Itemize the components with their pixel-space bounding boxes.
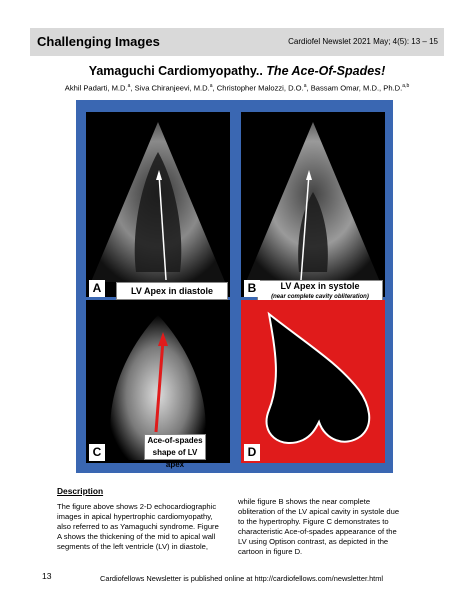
panel-c-label-line2: shape of LV apex [152,448,198,469]
caption-line: cartoon in figure D. [238,547,303,556]
page-number: 13 [42,571,52,581]
ace-of-spades-cartoon [241,300,385,463]
article-title [0,64,474,78]
caption-line: also referred to as Yamaguchi syndrome. Figure [57,522,219,531]
panel-b [241,112,385,300]
caption-column-left [57,502,232,552]
title-italic: The Ace-Of-Spades! [266,64,386,78]
panel-c-label-line1: Ace-of-spades [147,436,203,445]
author-1-affiliation: a [127,83,131,89]
caption-line: LV using Optison contrast, as depicted in the [238,537,389,546]
caption-line: A shows the thickening of the mid to apical wall [57,532,216,541]
author-4-affiliation: a,b [402,83,410,89]
author-3-affiliation: a [303,83,307,89]
footer-note: Cardiofellows Newsletter is published online at http://cardiofellows.com/newsletter.html [100,574,384,583]
caption-line: while figure B shows the near complete [238,497,371,506]
title-main: Yamaguchi Cardiomyopathy.. [88,64,263,78]
panel-b-label-main: LV Apex in systole [280,281,360,291]
author-list [0,83,474,93]
panel-a-letter: A [89,280,105,297]
panel-d-letter: D [244,444,260,461]
author-3: , Christopher Malozzi, D.O. [212,83,304,93]
author-2: , Siva Chiranjeevi, M.D. [130,83,210,93]
panel-d [241,300,385,463]
echo-image-a [86,112,230,297]
panel-a [86,112,230,297]
panel-c [86,300,230,469]
caption-line: segments of the left ventricle (LV) in diastole, [57,542,208,551]
caption-line: obliteration of the LV apical cavity in systole due [238,507,400,516]
journal-citation: Cardiofel Newslet 2021 May; 4(5): 13 – 15 [288,37,438,46]
panel-c-letter: C [89,444,105,461]
author-2-affiliation: a [209,83,213,89]
section-title: Challenging Images [37,34,160,49]
echo-image-b [241,112,385,297]
author-1: Akhil Padarti, M.D. [64,83,128,93]
panel-b-letter: B [244,280,260,297]
caption-line: characteristic Ace-of-spades appearance of the [238,527,397,536]
panel-c-label [144,434,206,469]
caption-column-right [238,497,413,557]
caption-heading: Description [57,486,104,496]
header-bar [30,28,444,56]
echo-figure [76,100,393,473]
caption-line: to the hypertrophy. Figure C demonstrates to [238,517,389,526]
caption-line: The figure above shows 2-D echocardiographic [57,502,217,511]
panel-a-label: LV Apex in diastole [116,282,228,300]
panel-b-sublabel: (near complete cavity obliteration) [271,294,369,300]
caption-line: images in apical hypertrophic cardiomyopathy, [57,512,213,521]
author-4: , Bassam Omar, M.D., Ph.D. [306,83,403,93]
